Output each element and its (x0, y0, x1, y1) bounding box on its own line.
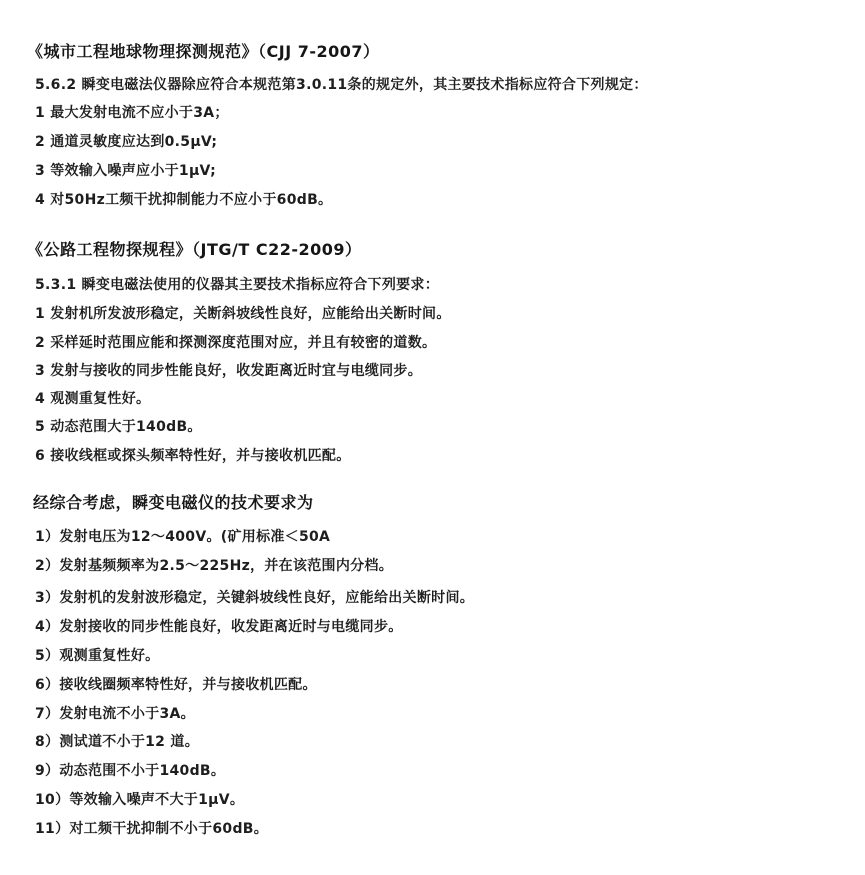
list-item: 11）对工频干扰抑制不小于60dB。 (35, 821, 269, 837)
list-item: 3 发射与接收的同步性能良好，收发距离近时宜与电缆同步。 (35, 363, 423, 379)
list-item: 7）发射电流不小于3A。 (35, 706, 195, 722)
section-heading: 经综合考虑，瞬变电磁仪的技术要求为 (33, 493, 314, 512)
list-item: 4 观测重复性好。 (35, 391, 151, 407)
list-item: 4 对50Hz工频干扰抑制能力不应小于60dB。 (35, 192, 333, 208)
list-item: 6 接收线框或探头频率特性好，并与接收机匹配。 (35, 448, 351, 464)
section-heading: 《公路工程物探规程》（JTG/T C22-2009） (27, 240, 362, 259)
list-item: 2）发射基频频率为2.5～225Hz，并在该范围内分档。 (35, 558, 394, 574)
list-item: 1 最大发射电流不应小于3A； (35, 105, 229, 121)
list-item: 5）观测重复性好。 (35, 648, 160, 664)
list-item: 2 通道灵敏度应达到0.5μV; (35, 134, 218, 150)
clause-intro: 5.6.2 瞬变电磁法仪器除应符合本规范第3.0.11条的规定外，其主要技术指标应符合下列规定： (35, 77, 648, 93)
list-item: 9）动态范围不小于140dB。 (35, 763, 226, 779)
list-item: 8）测试道不小于12 道。 (35, 734, 199, 750)
list-item: 10）等效输入噪声不大于1μV。 (35, 792, 245, 808)
list-item: 4）发射接收的同步性能良好，收发距离近时与电缆同步。 (35, 619, 403, 635)
section-heading: 《城市工程地球物理探测规范》（CJJ 7-2007） (27, 42, 380, 61)
list-item: 2 采样延时范围应能和探测深度范围对应，并且有较密的道数。 (35, 335, 437, 351)
list-item: 1）发射电压为12～400V。(矿用标准＜50A (35, 529, 331, 545)
list-item: 1 发射机所发波形稳定，关断斜坡线性良好，应能给出关断时间。 (35, 306, 451, 322)
list-item: 3）发射机的发射波形稳定，关键斜坡线性良好，应能给出关断时间。 (35, 590, 475, 606)
list-item: 5 动态范围大于140dB。 (35, 419, 202, 435)
clause-intro: 5.3.1 瞬变电磁法使用的仪器其主要技术指标应符合下列要求： (35, 277, 440, 293)
list-item: 6）接收线圈频率特性好，并与接收机匹配。 (35, 677, 317, 693)
list-item: 3 等效输入噪声应小于1μV; (35, 163, 216, 179)
